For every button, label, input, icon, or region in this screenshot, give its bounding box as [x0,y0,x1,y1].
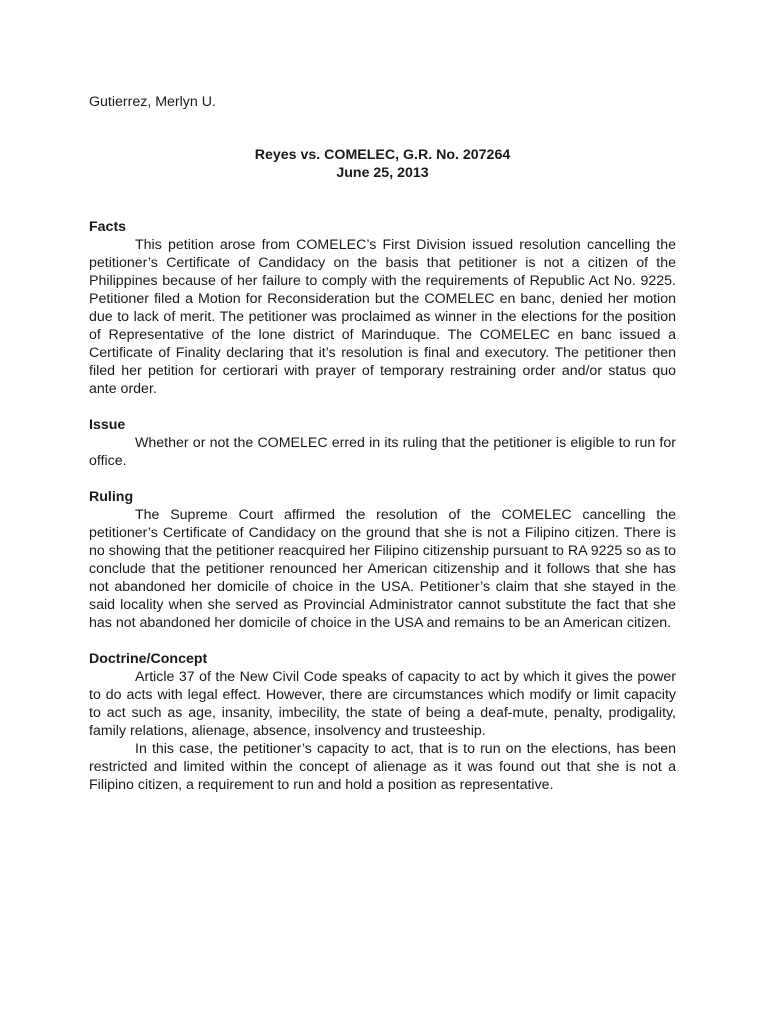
case-date: June 25, 2013 [336,165,429,181]
section-heading: Facts [89,219,127,235]
section-paragraph: Whether or not the COMELEC erred in its ruling that the petitioner is eligible to run for office. [89,435,676,469]
section-paragraph: This petition arose from COMELEC’s First Division issued resolution cancelling the petitioner’s Certificate of Candidacy on the basis that petitioner is not a citizen of the Philippines because of her failure to comply with the requirements of Republic Act No. 9225. Petitioner filed a Motion for Reconsideration but the COMELEC en banc, denied her motion due to lack of merit. The petitioner was proclaimed as winner in the elections for the position of Representative of the lone district of Marinduque. The COMELEC en banc issued a Certificate of Finality declaring that it’s resolution is final and executory. The petitioner then filed her petition for certiorari with prayer of temporary restraining order and/or status quo ante order. [89,237,676,397]
section-paragraph: In this case, the petitioner’s capacity to act, that is to run on the elections, has been restricted and limited within the concept of alienage as it was found out that she is not a Filipino citizen, a requirement to run and hold a position as representative. [89,741,676,793]
section-issue [89,416,676,470]
case-title-block [89,146,676,182]
section-paragraph: The Supreme Court affirmed the resolution of the COMELEC cancelling the petitioner’s Certificate of Candidacy on the ground that she is not a Filipino citizen. There is no showing that the petitioner reacquired her Filipino citizenship pursuant to RA 9225 so as to conclude that the petitioner renounced her American citizenship and it follows that she has not abandoned her domicile of choice in the USA. Petitioner’s claim that she stayed in the said locality when she served as Provincial Administrator cannot substitute the fact that she has not abandoned her domicile of choice in the USA and remains to be an American citizen. [89,507,676,631]
section-paragraph: Article 37 of the New Civil Code speaks of capacity to act by which it gives the power to do acts with legal effect. However, there are circumstances which modify or limit capacity to act such as age, insanity, imbecility, the state of being a deaf-mute, penalty, prodigality, family relations, alienage, absence, insolvency and trusteeship. [89,669,676,739]
section-heading: Issue [89,417,126,433]
section-doctrine [89,650,676,794]
case-title: Reyes vs. COMELEC, G.R. No. 207264 [254,147,511,163]
section-heading: Doctrine/Concept [89,651,208,667]
author-name: Gutierrez, Merlyn U. [89,94,216,110]
section-heading: Ruling [89,489,134,505]
section-ruling [89,488,676,632]
section-facts [89,218,676,398]
document-page [89,93,676,794]
